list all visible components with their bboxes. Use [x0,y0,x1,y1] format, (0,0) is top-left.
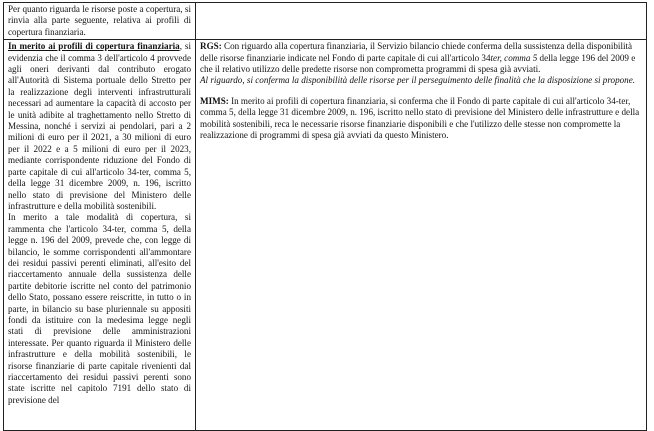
mims-label: MIMS: [200,95,229,106]
rgs-italic-text: ter, comma 5 [490,52,538,63]
rgs-text-2: della legge 196 del 2009 e che il relativo utilizzo delle predette risorse non comprometta programmi di spesa già avviati. [200,52,636,75]
left-paragraph-1-text: , si evidenzia che il comma 3 dell'articolo 4 provvede agli oneri derivanti dal contributo erogato all'Autorità di Sistema portuale dello Stretto per la realizzazione degli interventi infrastrutturali necessari ad aumentare la capacità di accosto per le unità adibite al traghettamento nello Stretto di Messina, nonché i servizi ai pendolari, pari a 2 milioni di euro per il 2021, a 30 milioni di euro per il 2022 e a 5 milioni di euro per il 2023, mediante corrispondente riduzione del Fondo di parte capitale di cui all'articolo 34-ter, comma 5, della legge 31 dicembre 2009, n. 196, iscritto nello stato di previsione del Ministero delle infrastrutture e della mobilità sostenibili. [8,41,191,211]
right-cell-main [196,40,647,431]
document-table [3,2,647,431]
left-cell-top [4,3,196,40]
mims-paragraph [200,96,642,142]
section-heading: In merito ai profili di copertura finanziaria [8,41,180,52]
table-row [4,40,647,431]
left-paragraph-1 [8,41,191,212]
left-paragraph-2: In merito a tale modalità di copertura, si rammenta che l'articolo 34-ter, comma 5, della legge n. 196 del 2009, prevede che, con legge di bilancio, le somme corrispondenti all'ammontare dei residui passivi perenti eliminati, all'esito del riaccertamento annuale della sussistenza delle partite debitorie iscritte nel conto del patrimonio dello Stato, possano essere reiscritte, in tutto o in parte, in bilancio su base pluriennale su appositi fondi da istituire con la medesima legge negli stati di previsione delle amministrazioni interessate. Per quanto riguarda il Ministero delle infrastrutture e della mobilità sostenibili, le risorse finanziarie di parte capitale rivenienti dal riaccertamento dei residui passivi perenti sono state iscritte nel capitolo 7191 dello stato di previsione del [8,212,191,405]
rgs-paragraph [200,41,642,75]
rgs-reply: Al riguardo, si conferma la disponibilità delle risorse per il perseguimento delle finalità che la disposizione si propone. [200,75,636,86]
coverage-reference-text: Per quanto riguarda le risorse poste a copertura, si rinvia alla parte seguente, relativa ai profili di copertura finanziaria. [8,4,191,37]
rgs-text: Con riguardo alla copertura finanziaria, il Servizio bilancio chiede conferma della sussistenza della disponibilità delle risorse finanziarie indicate nel Fondo di parte capitale di cui all'articolo 34 [200,41,633,63]
rgs-label: RGS: [200,41,222,52]
mims-text: In merito ai profili di copertura finanziaria, si conferma che il Fondo di parte capitale di cui all'articolo 34-ter, comma 5, della legge 31 dicembre 2009, n. 196, iscritto nello stato di previsione del Ministero delle infrastrutture e della mobilità sostenibili, reca le necessarie risorse finanziarie disponibili e che l'utilizzo delle stesse non compromette la realizzazione di programmi di spesa già avviati da questo Ministero. [200,95,640,141]
right-cell-top [196,3,647,40]
table-row [4,3,647,40]
spacer [200,87,642,96]
left-cell-main [4,40,196,431]
